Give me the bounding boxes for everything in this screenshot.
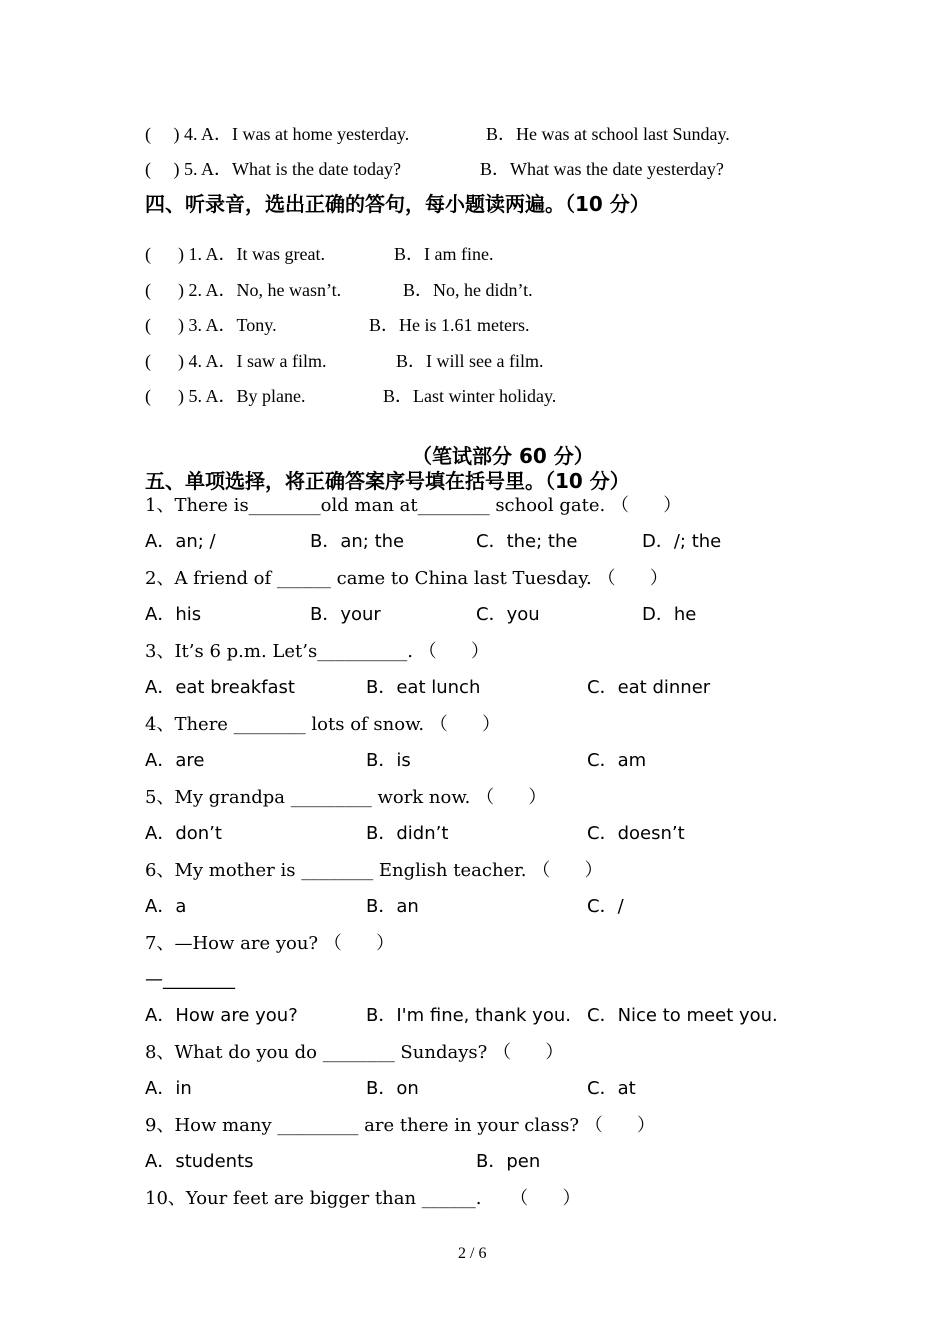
question-5: 5、My grandpa _________ work now. （ ） [145,787,547,808]
section-5-heading: 五、单项选择，将正确答案序号填在括号里。（10 分） [145,469,630,493]
q5-option-b: B．didn’t [366,823,449,844]
q2-option-a: A．his [145,604,202,625]
q5-option-a: A．don’t [145,823,222,844]
s4-item-5: ( ) 5. A．By plane. [145,386,306,406]
q7-option-a: A．How are you? [145,1005,298,1026]
q4-option-c: C．am [587,750,647,771]
q4-option-b: B．is [366,750,411,771]
question-1: 1、There is________old man at________ school gate. （ ） [145,495,682,516]
q7-option-b: B．I'm fine, thank you. [366,1005,571,1026]
s4-item-1-option-b: B．I am fine. [394,244,494,264]
question-7: 7、—How are you? （ ） [145,933,395,954]
s4-item-3-option-b: B．He is 1.61 meters. [369,315,530,335]
question-3: 3、It’s 6 p.m. Let’s__________. （ ） [145,641,489,662]
q7-option-c: C．Nice to meet you. [587,1005,778,1026]
q9-option-b: B．pen [476,1151,541,1172]
q8-option-c: C．at [587,1078,636,1099]
q3-option-c: C．eat dinner [587,677,711,698]
question-4: 4、There ________ lots of snow. （ ） [145,714,501,735]
s4-item-2: ( ) 2. A．No, he wasn’t. [145,280,342,300]
s4-item-5-option-b: B．Last winter holiday. [383,386,557,406]
s4-item-3: ( ) 3. A．Tony. [145,315,277,335]
q6-option-c: C．/ [587,896,624,917]
question-6: 6、My mother is ________ English teacher. （ ） [145,860,603,881]
q1-option-b: B．an; the [310,531,405,552]
listening-item-4-option-b: B．He was at school last Sunday. [486,124,730,144]
listening-item-4: ( ) 4. A．I was at home yesterday. [145,124,410,144]
q2-option-b: B．your [310,604,381,625]
question-10: 10、Your feet are bigger than ______. （ ） [145,1188,581,1209]
q7-reply-blank: —________ [145,969,235,990]
written-part-title: （笔试部分 60 分） [412,444,594,468]
s4-item-4-option-b: B．I will see a film. [396,351,544,371]
page-number: 2 / 6 [458,1245,487,1262]
q4-option-a: A．are [145,750,205,771]
q3-option-a: A．eat breakfast [145,677,295,698]
q9-option-a: A．students [145,1151,254,1172]
q1-option-a: A．an; / [145,531,216,552]
q2-option-c: C．you [476,604,540,625]
question-2: 2、A friend of ______ came to China last Tuesday. （ ） [145,568,668,589]
section-4-heading: 四、听录音，选出正确的答句，每小题读两遍。（10 分） [145,192,650,216]
q2-option-d: D．he [642,604,697,625]
q1-option-d: D．/; the [642,531,722,552]
q8-option-a: A．in [145,1078,192,1099]
s4-item-2-option-b: B．No, he didn’t. [403,280,533,300]
s4-item-4: ( ) 4. A．I saw a film. [145,351,327,371]
q5-option-c: C．doesn’t [587,823,685,844]
question-8: 8、What do you do ________ Sundays? （ ） [145,1042,564,1063]
q6-option-b: B．an [366,896,419,917]
s4-item-1: ( ) 1. A．It was great. [145,244,325,264]
q3-option-b: B．eat lunch [366,677,481,698]
q1-option-c: C．the; the [476,531,578,552]
listening-item-5-option-b: B．What was the date yesterday? [480,159,724,179]
question-9: 9、How many _________ are there in your class? （ ） [145,1115,656,1136]
q8-option-b: B．on [366,1078,419,1099]
q6-option-a: A．a [145,896,187,917]
listening-item-5: ( ) 5. A．What is the date today? [145,159,401,179]
